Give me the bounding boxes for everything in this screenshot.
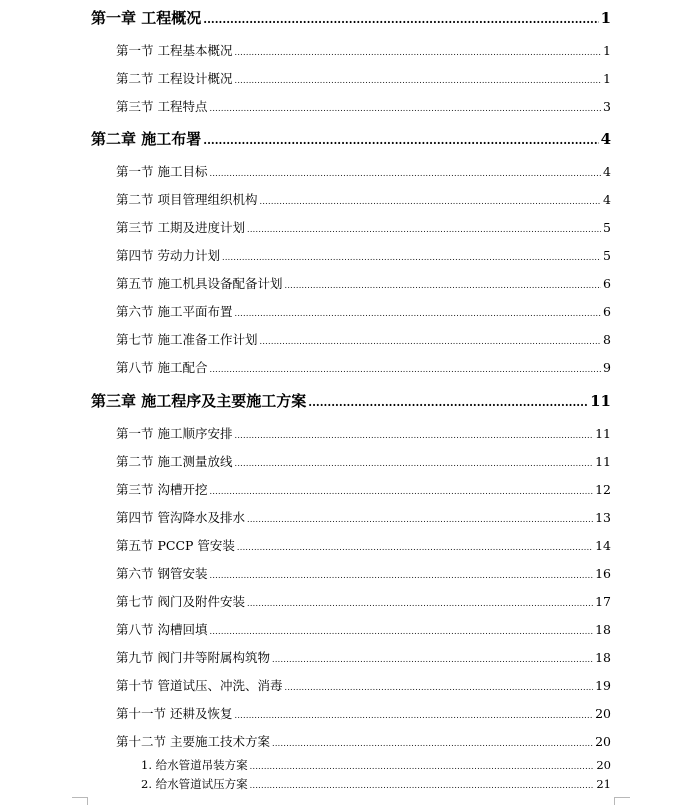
toc-entry-section[interactable] [116,162,611,180]
toc-entry-section[interactable] [116,190,611,208]
toc-entry-section[interactable] [116,69,611,87]
toc-page-number: 18 [595,650,611,665]
toc-page-number: 20 [596,758,611,772]
toc-page-number: 9 [603,360,611,375]
toc-title: 第十一节 还耕及恢复 [116,706,233,721]
toc-page-number: 11 [590,392,611,410]
toc-title: 第三节 工程特点 [116,99,208,114]
toc-title: 第八节 沟槽回填 [116,622,208,637]
dot-leader [237,543,593,552]
dot-leader [284,683,593,692]
toc-entry-section[interactable] [116,508,611,526]
toc-entry-section[interactable] [116,676,611,694]
toc-entry-section[interactable] [116,452,611,470]
toc-page-number: 5 [603,248,611,263]
toc-entry-section[interactable] [116,97,611,115]
toc-page-number: 11 [595,426,611,441]
toc-title: 第一节 施工顺序安排 [116,426,233,441]
toc-title: 第八节 施工配合 [116,360,208,375]
toc-page-number: 12 [595,482,611,497]
toc-page-number: 11 [595,454,611,469]
dot-leader [234,48,601,57]
dot-leader [259,197,601,206]
toc-entry-section[interactable] [116,564,611,582]
toc-title: 第二章 施工布署 [91,130,202,148]
toc-page-number: 1 [600,9,611,27]
dot-leader [259,337,601,346]
toc-entry-section[interactable] [116,358,611,376]
toc-title: 2. 给水管道试压方案 [141,777,248,791]
toc-page-number: 14 [595,538,611,553]
dot-leader [209,365,601,374]
toc-entry-chapter-3[interactable] [91,390,611,412]
dot-leader [234,76,601,85]
toc-page-number: 3 [603,99,611,114]
toc-title: 第十节 管道试压、冲洗、消毒 [116,678,283,693]
dot-leader [222,253,601,262]
page-margin-mark-right [614,797,630,804]
toc-title: 第六节 钢管安装 [116,566,208,581]
toc-entry-section[interactable] [116,218,611,236]
toc-title: 第四节 管沟降水及排水 [116,510,245,525]
toc-page-number: 6 [603,276,611,291]
toc-entry-section[interactable] [116,536,611,554]
page-margin-mark-right-vertical [614,797,615,805]
dot-leader [308,396,588,409]
toc-entry-section[interactable] [116,592,611,610]
toc-entry-section[interactable] [116,480,611,498]
toc-title: 第三章 施工程序及主要施工方案 [91,392,307,410]
toc-title: 第一章 工程概况 [91,9,202,27]
dot-leader [250,781,595,790]
toc-page-number: 20 [595,706,611,721]
toc-page-number: 4 [603,164,611,179]
toc-entry-chapter-2[interactable] [91,128,611,150]
toc-entry-section[interactable] [116,732,611,750]
toc-title: 第二节 项目管理组织机构 [116,192,258,207]
dot-leader [284,281,601,290]
toc-entry-section[interactable] [116,246,611,264]
dot-leader [272,655,593,664]
dot-leader [209,571,593,580]
toc-entry-section[interactable] [116,41,611,59]
toc-title: 第一节 施工目标 [116,164,208,179]
toc-page-number: 4 [603,192,611,207]
toc-entry-section[interactable] [116,330,611,348]
toc-title: 第七节 阀门及附件安装 [116,594,245,609]
toc-entry-section[interactable] [116,274,611,292]
toc-page-number: 19 [595,678,611,693]
toc-title: 第五节 PCCP 管安装 [116,538,235,553]
toc-title: 第十二节 主要施工技术方案 [116,734,270,749]
dot-leader [234,309,601,318]
toc-title: 第四节 劳动力计划 [116,248,220,263]
dot-leader [209,169,601,178]
toc-page-number: 16 [595,566,611,581]
dot-leader [203,13,598,26]
toc-entry-section[interactable] [116,302,611,320]
toc-entry-subsection[interactable] [141,757,611,773]
toc-entry-section[interactable] [116,620,611,638]
dot-leader [272,739,593,748]
dot-leader [247,599,593,608]
page-margin-mark-left [72,797,88,804]
toc-page-number: 13 [595,510,611,525]
toc-title: 第三节 工期及进度计划 [116,220,245,235]
dot-leader [209,627,593,636]
page-margin-mark-left-vertical [87,797,88,805]
toc-title: 第六节 施工平面布置 [116,304,233,319]
toc-title: 第三节 沟槽开挖 [116,482,208,497]
toc-page-number: 6 [603,304,611,319]
toc-title: 第七节 施工准备工作计划 [116,332,258,347]
toc-entry-section[interactable] [116,648,611,666]
dot-leader [234,711,593,720]
toc-page-number: 5 [603,220,611,235]
toc-page-number: 1 [603,43,611,58]
dot-leader [234,431,593,440]
dot-leader [247,225,601,234]
toc-page-number: 4 [600,130,611,148]
toc-title: 第九节 阀门井等附属构筑物 [116,650,270,665]
dot-leader [203,134,598,147]
toc-page-number: 18 [595,622,611,637]
toc-title: 第二节 施工测量放线 [116,454,233,469]
toc-entry-subsection[interactable] [141,776,611,792]
dot-leader [209,104,601,113]
toc-page-number: 1 [603,71,611,86]
dot-leader [234,459,593,468]
toc-page-number: 17 [595,594,611,609]
toc-page-number: 8 [603,332,611,347]
toc-title: 第二节 工程设计概况 [116,71,233,86]
toc-title: 第五节 施工机具设备配备计划 [116,276,283,291]
toc-page-number: 21 [596,777,611,791]
dot-leader [247,515,593,524]
toc-entry-section[interactable] [116,424,611,442]
toc-title: 1. 给水管道吊装方案 [141,758,248,772]
dot-leader [209,487,593,496]
toc-entry-section[interactable] [116,704,611,722]
toc-page-number: 20 [595,734,611,749]
toc-title: 第一节 工程基本概况 [116,43,233,58]
dot-leader [250,762,595,771]
toc-entry-chapter-1[interactable] [91,7,611,29]
